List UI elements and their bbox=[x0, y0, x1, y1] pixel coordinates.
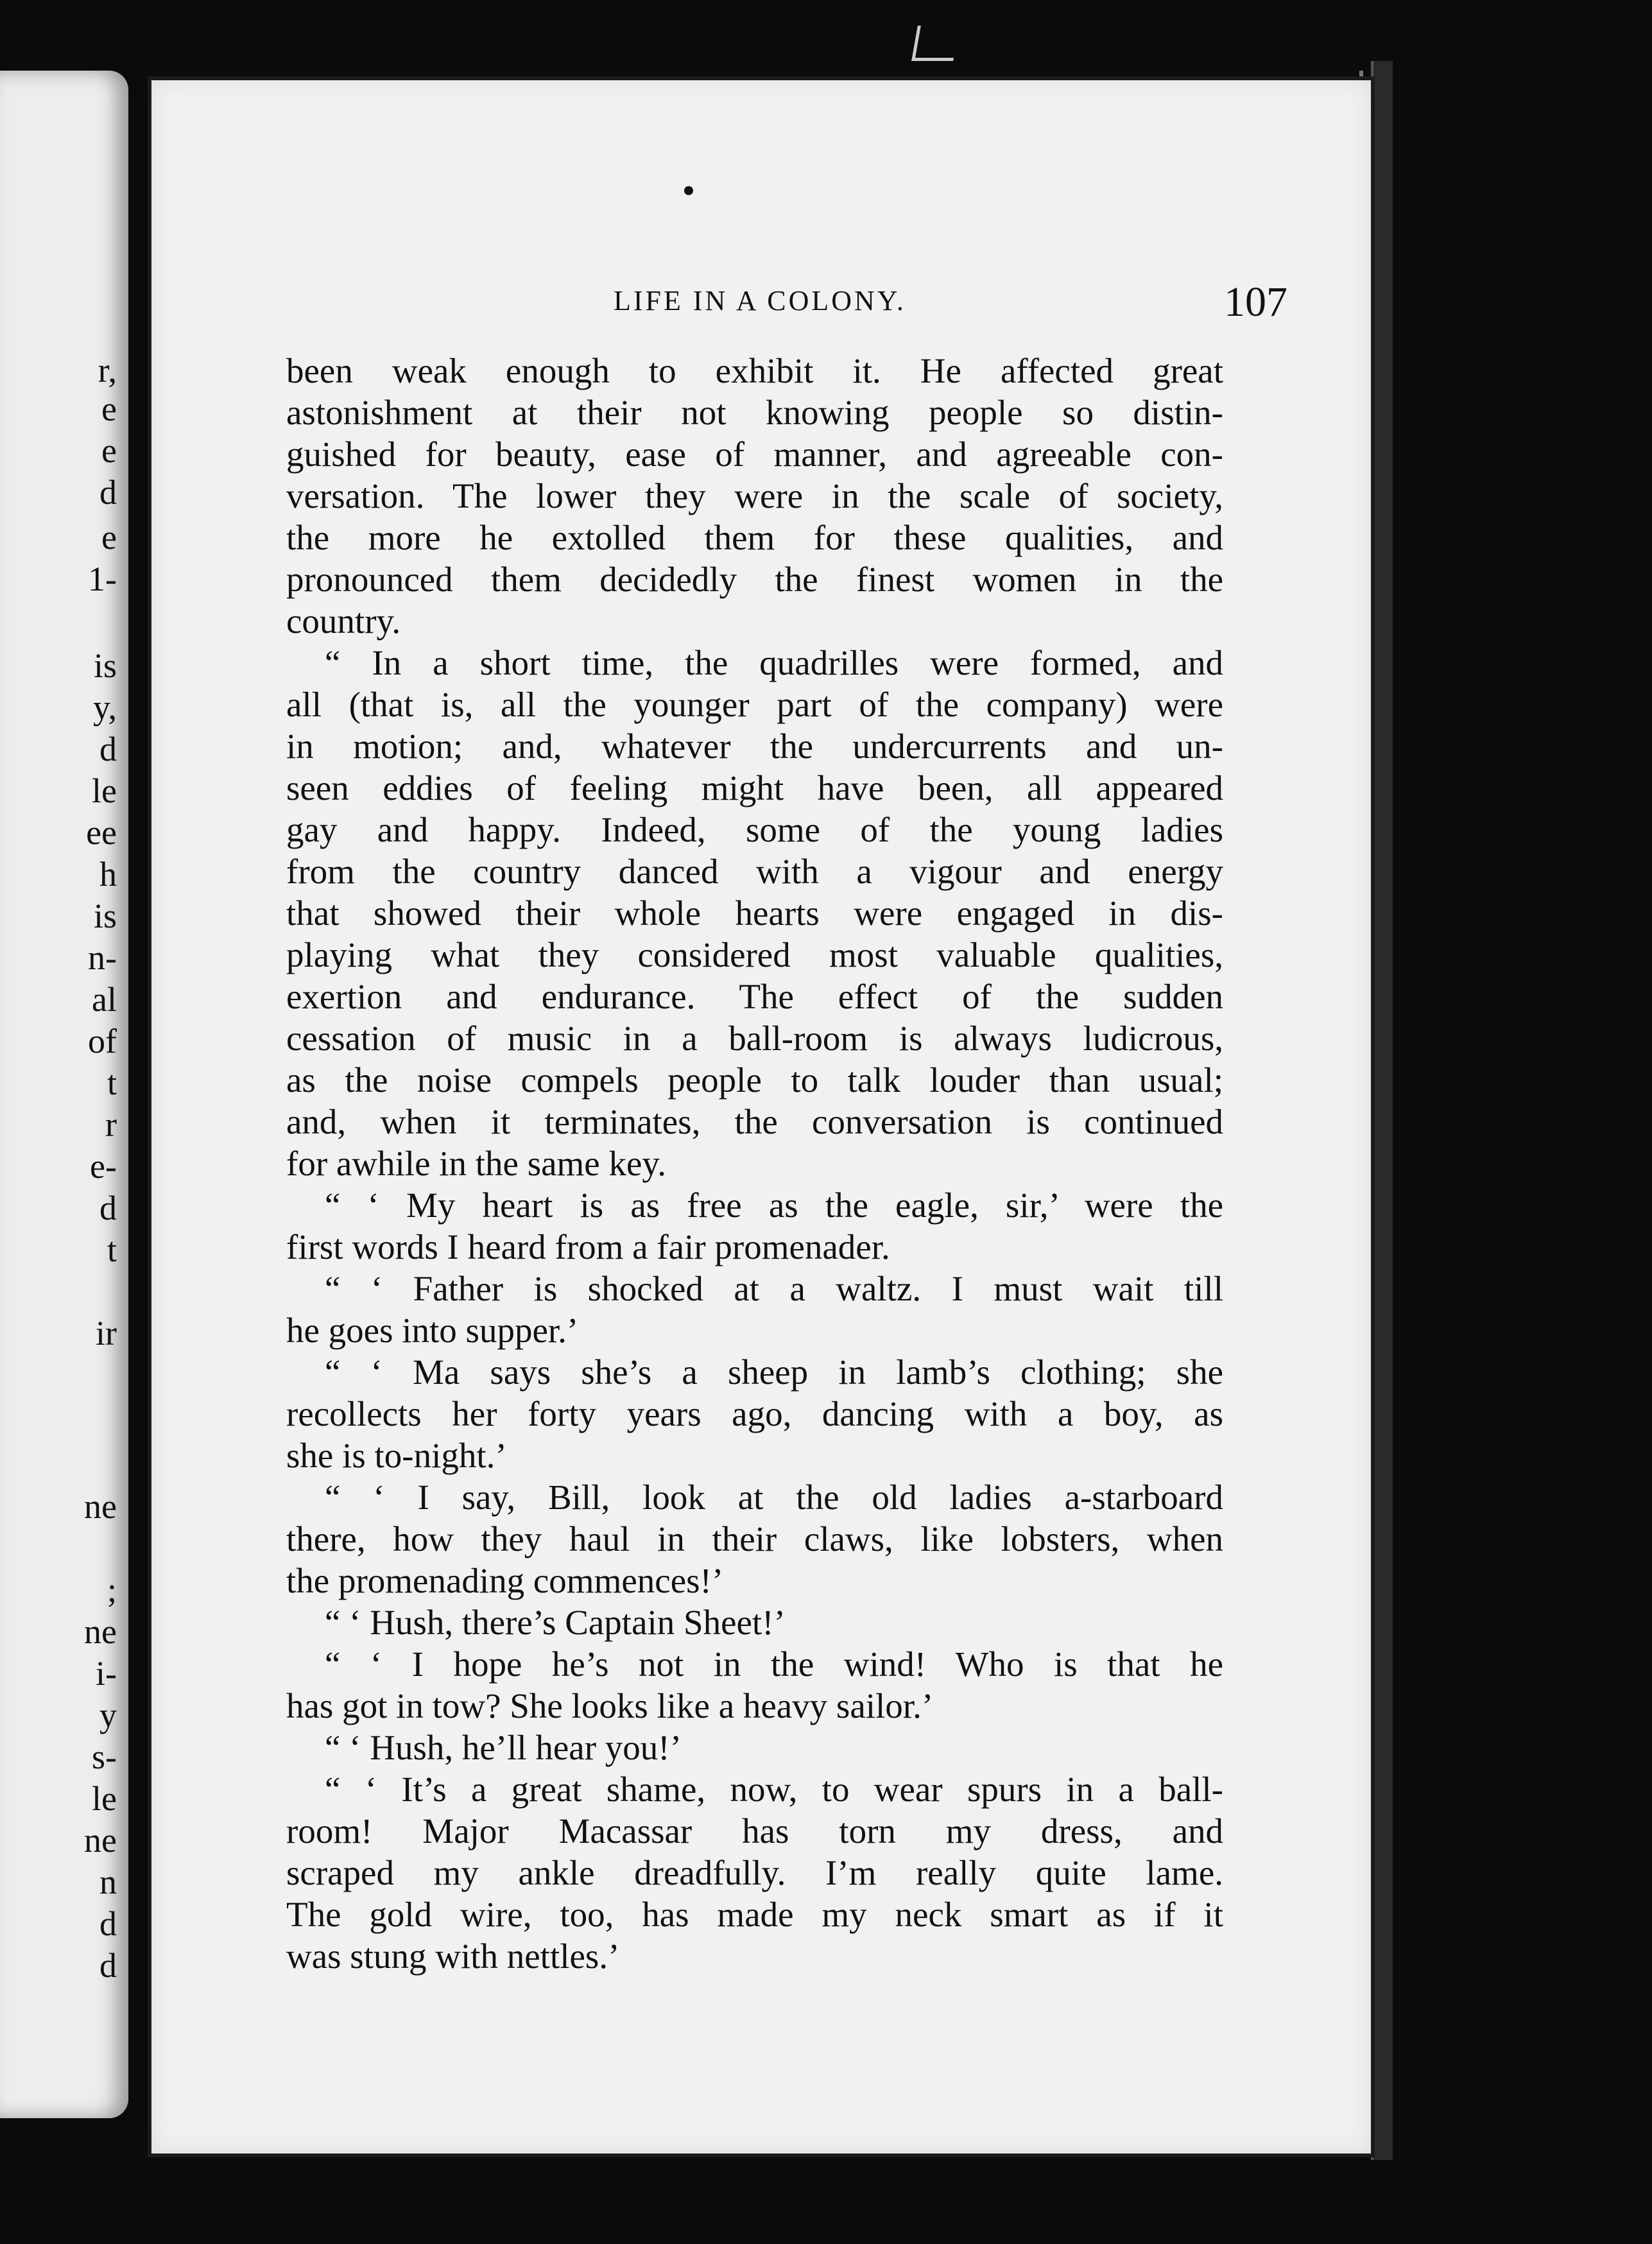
text-line: gay and happy. Indeed, some of the young ladies bbox=[286, 810, 1223, 849]
text-line: astonishment at their not knowing people so distin- bbox=[286, 393, 1223, 432]
text-line: versation. The lower they were in the scale of society, bbox=[286, 476, 1223, 515]
text-line: room! Major Macassar has torn my dress, and bbox=[286, 1811, 1223, 1851]
text-line: first words I heard from a fair promenader. bbox=[286, 1227, 890, 1266]
text-line: “ In a short time, the quadrilles were formed, and bbox=[325, 643, 1223, 682]
text-line: recollects her forty years ago, dancing with a boy, as bbox=[286, 1394, 1223, 1433]
left-fragment: ; bbox=[107, 1571, 117, 1609]
page-edge-shadow bbox=[1371, 61, 1393, 2160]
text-line: “ ‘ My heart is as free as the eagle, sir,’ were the bbox=[325, 1186, 1223, 1225]
text-line: been weak enough to exhibit it. He affected great bbox=[286, 351, 1223, 390]
left-facing-page bbox=[0, 71, 128, 2118]
text-line: seen eddies of feeling might have been, all appeared bbox=[286, 768, 1223, 807]
text-line: as the noise compels people to talk louder than usual; bbox=[286, 1060, 1223, 1100]
left-fragment: d bbox=[99, 730, 117, 768]
text-line: the promenading commences!’ bbox=[286, 1561, 724, 1600]
left-fragment: is bbox=[93, 897, 117, 935]
left-fragment: ne bbox=[84, 1612, 117, 1651]
text-line: “ ‘ Ma says she’s a sheep in lamb’s clothing; she bbox=[325, 1352, 1223, 1392]
text-line: “ ‘ Hush, there’s Captain Sheet!’ bbox=[325, 1603, 786, 1642]
left-fragment: r, bbox=[98, 351, 117, 390]
text-line: has got in tow? She looks like a heavy sailor.’ bbox=[286, 1686, 934, 1725]
text-line: she is to-night.’ bbox=[286, 1436, 507, 1475]
left-fragment: le bbox=[92, 772, 117, 810]
text-line: in motion; and, whatever the undercurrents and un- bbox=[286, 727, 1223, 766]
left-page-text-fragments bbox=[0, 71, 128, 2118]
left-fragment: e bbox=[101, 390, 117, 428]
scan-artifact-mark bbox=[911, 26, 959, 61]
left-fragment: e- bbox=[90, 1147, 117, 1186]
left-fragment: s- bbox=[92, 1738, 117, 1776]
left-fragment: e bbox=[101, 431, 117, 470]
left-fragment: y, bbox=[93, 688, 117, 727]
left-fragment: t bbox=[107, 1230, 117, 1269]
left-fragment: le bbox=[92, 1779, 117, 1818]
left-fragment: ir bbox=[96, 1314, 117, 1352]
page-body-text bbox=[286, 350, 1223, 1977]
page-header bbox=[151, 279, 1371, 336]
text-line: and, when it terminates, the conversation is continued bbox=[286, 1102, 1223, 1141]
text-line: guished for beauty, ease of manner, and agreeable con- bbox=[286, 435, 1223, 474]
text-line: scraped my ankle dreadfully. I’m really quite lame. bbox=[286, 1853, 1223, 1892]
text-line: pronounced them decidedly the finest women in the bbox=[286, 560, 1223, 599]
text-line: “ ‘ I hope he’s not in the wind! Who is that he bbox=[325, 1644, 1223, 1684]
left-fragment: al bbox=[92, 980, 117, 1019]
left-fragment: ee bbox=[86, 813, 117, 852]
text-line: “ ‘ Hush, he’ll hear you!’ bbox=[325, 1728, 682, 1767]
book-page bbox=[151, 80, 1371, 2153]
text-line: country. bbox=[286, 601, 401, 641]
text-line: “ ‘ I say, Bill, look at the old ladies a-starboard bbox=[325, 1478, 1223, 1517]
text-line: “ ‘ Father is shocked at a waltz. I must wait till bbox=[325, 1269, 1223, 1308]
text-line: cessation of music in a ball-room is always ludicrous, bbox=[286, 1019, 1223, 1058]
left-fragment: d bbox=[99, 1946, 117, 1985]
left-fragment: is bbox=[93, 646, 117, 685]
text-line: was stung with nettles.’ bbox=[286, 1937, 620, 1976]
left-fragment: r bbox=[105, 1105, 117, 1144]
left-fragment: n bbox=[99, 1863, 117, 1901]
left-fragment: i- bbox=[96, 1654, 117, 1693]
left-fragment: h bbox=[99, 855, 117, 893]
left-fragment: n- bbox=[88, 938, 117, 977]
text-line: all (that is, all the younger part of the company) were bbox=[286, 685, 1223, 724]
text-line: for awhile in the same key. bbox=[286, 1144, 667, 1183]
left-fragment: d bbox=[99, 473, 117, 512]
text-line: there, how they haul in their claws, like lobsters, when bbox=[286, 1519, 1223, 1558]
page-number: 107 bbox=[1224, 279, 1287, 325]
text-line: The gold wire, too, has made my neck smart as if it bbox=[286, 1895, 1223, 1934]
running-head: LIFE IN A COLONY. bbox=[614, 285, 906, 316]
text-line: that showed their whole hearts were engaged in dis- bbox=[286, 893, 1223, 933]
text-line: he goes into supper.’ bbox=[286, 1311, 579, 1350]
left-fragment: d bbox=[99, 1904, 117, 1943]
text-line: from the country danced with a vigour and energy bbox=[286, 852, 1223, 891]
left-fragment: ne bbox=[84, 1821, 117, 1860]
text-line: playing what they considered most valuable qualities, bbox=[286, 935, 1223, 974]
left-fragment: y bbox=[99, 1696, 117, 1734]
left-fragment: of bbox=[88, 1022, 117, 1060]
ink-speck bbox=[684, 186, 693, 195]
left-fragment: t bbox=[107, 1064, 117, 1102]
left-fragment: 1- bbox=[88, 560, 117, 598]
left-fragment: e bbox=[101, 518, 117, 557]
left-fragment: d bbox=[99, 1189, 117, 1227]
text-line: exertion and endurance. The effect of the sudden bbox=[286, 977, 1223, 1016]
text-line: the more he extolled them for these qualities, and bbox=[286, 518, 1223, 557]
text-line: “ ‘ It’s a great shame, now, to wear spurs in a ball- bbox=[325, 1770, 1223, 1809]
left-fragment: ne bbox=[84, 1487, 117, 1526]
